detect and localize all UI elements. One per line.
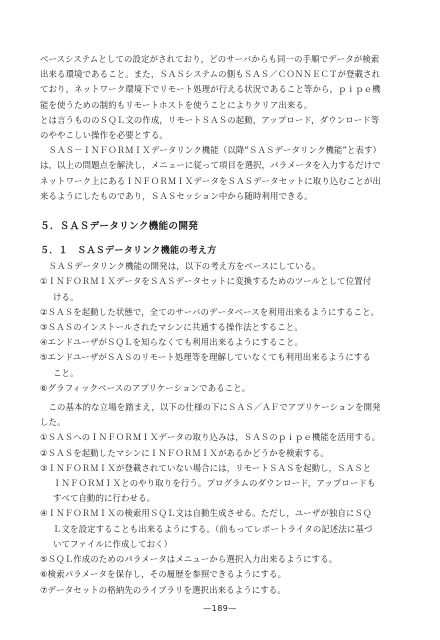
spec-line: Ｌ文を設定することも出来るようにする。（前もってレポートライタの記述法に基づ: [53, 523, 373, 534]
principle-item: [40, 381, 410, 396]
page-number: —189—: [203, 604, 237, 613]
intro-line: ネットワーク上にあるＩＮＦＯＲＭＩＸデータをＳＡＳデータセットに取り込むことが出: [40, 175, 381, 186]
spec-line: いてファイルに作成しておく）: [53, 538, 173, 549]
spec-intro-paragraph: [40, 400, 410, 430]
spec-item: [40, 506, 410, 552]
principles-block: [40, 259, 410, 396]
principle-item: [40, 320, 410, 335]
principle-line: ⑥グラフィックベースのアプリケーションであること。: [40, 382, 251, 393]
intro-line: のややこしい操作を必要とする。: [40, 130, 168, 141]
principle-item: [40, 335, 410, 350]
intro-paragraph: [40, 52, 410, 204]
principle-line: ④エンドユーザがＳＱＬを知らなくても利用出来るようにすること。: [40, 337, 304, 348]
spec-line: ⑥検索パラメータを保存し，その履歴を参照できるようにする。: [40, 569, 287, 580]
spec-line: ②ＳＡＳを起動したマシンにＩＮＦＯＲＭＩＸがあるかどうかを検索する。: [40, 447, 329, 458]
principle-item: [40, 350, 410, 380]
intro-line: 出来る環境であること。また，ＳＡＳシステムの側もＳＡＳ／ＣＯＮＮＥＣＴが登載され: [40, 69, 381, 80]
principle-line: こと。: [53, 367, 79, 378]
subsection-intro: ＳＡＳデータリンク機能の開発は，以下の考え方をベースにしている。: [40, 261, 321, 272]
intro-line: は，以上の問題点を解決し，メニューに従って項目を選択，パラメータを入力するだけで: [40, 160, 381, 171]
principle-line: ①ＩＮＦＯＲＭＩＸデータをＳＡＳデータセットに変換するためのツールとして位置付: [40, 276, 372, 287]
spec-item: [40, 567, 410, 582]
spec-item: [40, 430, 410, 445]
spec-intro-line: この基本的な立場を踏まえ，以下の仕様の下にＳＡＳ／ＡＦでアプリケーションを開発: [40, 402, 381, 413]
spec-line: ④ＩＮＦＯＲＭＩＸの検索用ＳＱＬ文は自動生成させる。ただし，ユーザが独自にＳＱ: [40, 508, 372, 519]
spec-item: [40, 461, 410, 507]
spec-line: ⑤ＳＱＬ作成のためのパラメータはメニューから選択入力出来るようにする。: [40, 554, 338, 565]
principle-line: ②ＳＡＳを起動した状態で，全てのサーバのデータベースを利用出来るようにすること。: [40, 306, 380, 317]
intro-line: ＳＡＳ－ＩＮＦＯＲＭＩＸデータリンク機能（以降“ＳＡＳデータリンク機能”と表す）: [40, 145, 382, 156]
intro-line: 来るようにしたものであり，ＳＡＳセッション中から随時利用できる。: [40, 190, 313, 201]
specs-block: [40, 430, 410, 597]
principle-line: ⑤エンドユーザがＳＡＳのリモート処理等を理解していなくても利用出来るようにする: [40, 352, 371, 363]
intro-line: ており，ネットワーク環境下でリモート処理が行える状況であること等から，ｐｉｐｅ機: [40, 84, 381, 95]
subsection-heading: ５．１ ＳＡＳデータリンク機能の考え方: [40, 246, 217, 257]
principle-line: ける。: [53, 291, 79, 302]
spec-line: すべて自動的に行わせる。: [53, 493, 156, 504]
principle-item: [40, 274, 410, 304]
spec-item: [40, 552, 410, 567]
intro-line: とは言うもののＳＱＬ文の作成，リモートＳＡＳの起動，アップロード，ダウンロード等: [40, 114, 380, 125]
spec-intro-line: した。: [40, 417, 66, 428]
spec-line: ⑦データセットの格納先のライブラリを選択出来るようにする。: [40, 584, 286, 595]
intro-line: 能を使うための制約もリモートホストを使うことによりクリア出来る。: [40, 99, 313, 110]
spec-line: ＩＮＦＯＲＭＩＸとのやり取りを行う。プログラムのダウンロード，アップロードも: [53, 478, 376, 489]
section-heading: ５．ＳＡＳデータリンク機能の開発: [40, 221, 199, 233]
intro-line: ベースシステムとしての設定がされており，どのサーバからも同一の手順でデータが検索: [40, 54, 380, 64]
principle-item: [40, 305, 410, 320]
spec-item: [40, 583, 410, 598]
spec-line: ③ＩＮＦＯＲＭＩＸが登載されていない場合には，リモートＳＡＳを起動し，ＳＡＳと: [40, 462, 372, 473]
spec-item: [40, 446, 410, 461]
spec-line: ①ＳＡＳへのＩＮＦＯＲＭＩＸデータの取り込みは，ＳＡＳのｐｉｐｅ機能を活用する。: [40, 432, 381, 443]
principle-line: ③ＳＡＳのインストールされたマシンに共通する操作法とすること。: [40, 322, 303, 333]
